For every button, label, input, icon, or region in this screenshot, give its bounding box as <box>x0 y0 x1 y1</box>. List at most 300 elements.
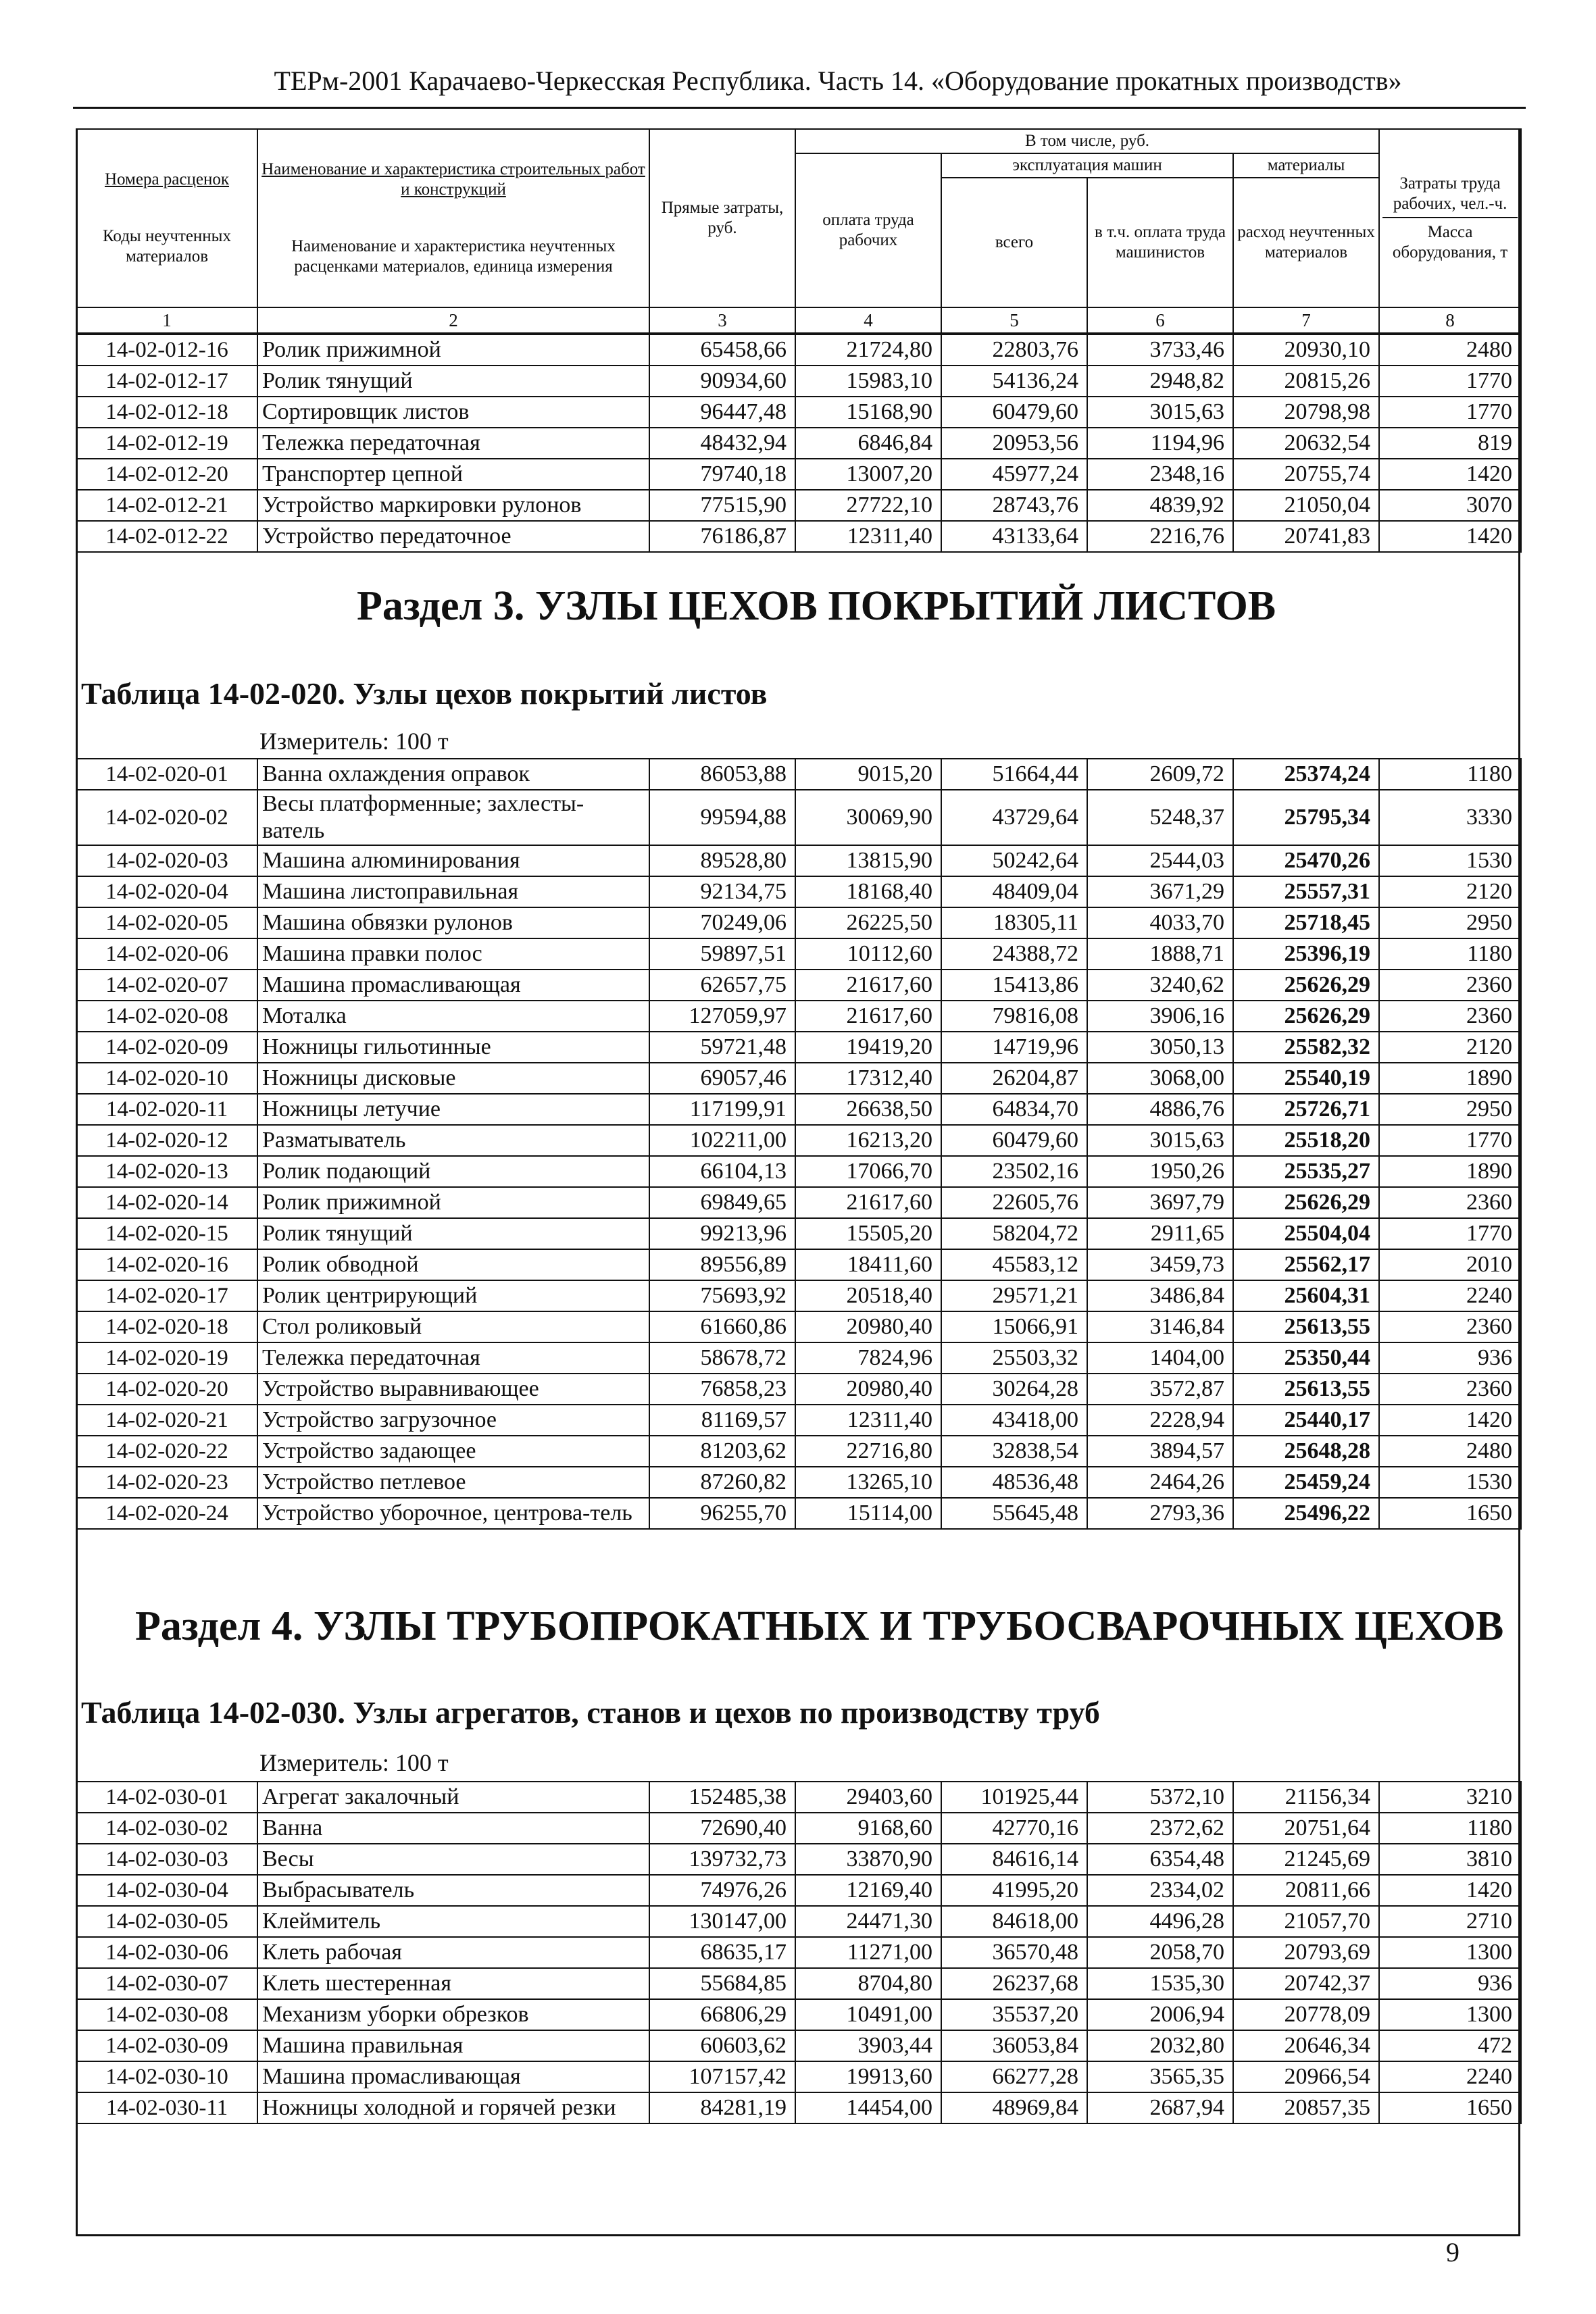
row-machines: 55645,48 <box>941 1498 1087 1529</box>
row-materials: 25718,45 <box>1233 907 1379 938</box>
row-labor: 2360 <box>1379 1374 1521 1405</box>
table-row <box>76 938 1521 970</box>
row-direct-cost: 152485,38 <box>649 1782 795 1813</box>
row-wages: 13815,90 <box>795 845 941 876</box>
row-materials: 25459,24 <box>1233 1467 1379 1498</box>
table-row <box>76 1813 1521 1844</box>
row-direct-cost: 58678,72 <box>649 1342 795 1374</box>
row-machines: 28743,76 <box>941 490 1087 521</box>
row-machines: 42770,16 <box>941 1813 1087 1844</box>
row-name: Ножницы дисковые <box>257 1063 649 1094</box>
col-name-bottom: Наименование и характеристика неучтенных расценками материалов, единица измерения <box>291 237 616 276</box>
col-number: 2 <box>257 307 649 333</box>
row-labor: 1420 <box>1379 1875 1521 1906</box>
col-mass-header: Масса оборудования, т <box>1392 223 1508 261</box>
row-labor: 3070 <box>1379 490 1521 521</box>
row-machine-wages: 2793,36 <box>1087 1498 1233 1529</box>
row-code: 14-02-020-03 <box>76 845 257 876</box>
row-direct-cost: 66104,13 <box>649 1156 795 1187</box>
row-name: Весы <box>257 1844 649 1875</box>
row-code: 14-02-012-16 <box>76 334 257 366</box>
row-machines: 26204,87 <box>941 1063 1087 1094</box>
row-materials: 20741,83 <box>1233 521 1379 552</box>
row-wages: 17066,70 <box>795 1156 941 1187</box>
row-machine-wages: 4839,92 <box>1087 490 1233 521</box>
table-row <box>76 2030 1521 2061</box>
unit-label-030: Измеритель: 100 т <box>259 1749 449 1776</box>
table-row <box>76 490 1521 521</box>
row-labor: 2360 <box>1379 1187 1521 1218</box>
row-machine-wages: 2334,02 <box>1087 1875 1233 1906</box>
row-materials: 25374,24 <box>1233 759 1379 790</box>
row-machines: 51664,44 <box>941 759 1087 790</box>
row-code: 14-02-020-04 <box>76 876 257 907</box>
row-materials: 25626,29 <box>1233 1001 1379 1032</box>
row-direct-cost: 86053,88 <box>649 759 795 790</box>
row-machines: 25503,32 <box>941 1342 1087 1374</box>
row-labor: 2360 <box>1379 1001 1521 1032</box>
row-machine-wages: 2948,82 <box>1087 366 1233 397</box>
row-machines: 22605,76 <box>941 1187 1087 1218</box>
row-materials: 20815,26 <box>1233 366 1379 397</box>
row-name: Машина листоправильная <box>257 876 649 907</box>
table-row <box>76 1906 1521 1937</box>
row-direct-cost: 65458,66 <box>649 334 795 366</box>
row-machine-wages: 3565,35 <box>1087 2061 1233 2092</box>
row-materials: 20930,10 <box>1233 334 1379 366</box>
row-wages: 24471,30 <box>795 1906 941 1937</box>
row-labor: 1180 <box>1379 759 1521 790</box>
row-code: 14-02-020-06 <box>76 938 257 970</box>
row-direct-cost: 69057,46 <box>649 1063 795 1094</box>
row-materials: 21057,70 <box>1233 1906 1379 1937</box>
row-machine-wages: 1950,26 <box>1087 1156 1233 1187</box>
row-wages: 3903,44 <box>795 2030 941 2061</box>
row-direct-cost: 62657,75 <box>649 970 795 1001</box>
row-code: 14-02-030-01 <box>76 1782 257 1813</box>
row-name: Тележка передаточная <box>257 428 649 459</box>
row-labor: 1180 <box>1379 938 1521 970</box>
row-machine-wages: 1194,96 <box>1087 428 1233 459</box>
row-wages: 15983,10 <box>795 366 941 397</box>
row-machine-wages: 2348,16 <box>1087 459 1233 490</box>
row-materials: 25496,22 <box>1233 1498 1379 1529</box>
data-table-14-02-012 <box>76 334 1522 553</box>
col-number: 3 <box>649 307 795 333</box>
row-name: Транспортер цепной <box>257 459 649 490</box>
row-code: 14-02-030-08 <box>76 1999 257 2030</box>
row-materials: 25626,29 <box>1233 970 1379 1001</box>
row-machine-wages: 2228,94 <box>1087 1405 1233 1436</box>
row-labor: 936 <box>1379 1342 1521 1374</box>
row-direct-cost: 76858,23 <box>649 1374 795 1405</box>
row-direct-cost: 66806,29 <box>649 1999 795 2030</box>
table-row <box>76 366 1521 397</box>
row-machine-wages: 2464,26 <box>1087 1467 1233 1498</box>
row-materials: 20966,54 <box>1233 2061 1379 2092</box>
row-code: 14-02-020-09 <box>76 1032 257 1063</box>
row-machine-wages: 4033,70 <box>1087 907 1233 938</box>
row-wages: 7824,96 <box>795 1342 941 1374</box>
row-labor: 1180 <box>1379 1813 1521 1844</box>
row-machine-wages: 3015,63 <box>1087 397 1233 428</box>
row-name: Разматыватель <box>257 1125 649 1156</box>
table-row <box>76 876 1521 907</box>
row-direct-cost: 79740,18 <box>649 459 795 490</box>
row-machine-wages: 2058,70 <box>1087 1937 1233 1968</box>
table-row <box>76 521 1521 552</box>
row-materials: 25557,31 <box>1233 876 1379 907</box>
table-row <box>76 1937 1521 1968</box>
row-direct-cost: 76186,87 <box>649 521 795 552</box>
row-direct-cost: 89556,89 <box>649 1249 795 1280</box>
row-machines: 66277,28 <box>941 2061 1087 2092</box>
row-code: 14-02-020-16 <box>76 1249 257 1280</box>
row-direct-cost: 55684,85 <box>649 1968 795 1999</box>
row-direct-cost: 59897,51 <box>649 938 795 970</box>
row-wages: 11271,00 <box>795 1937 941 1968</box>
table-row <box>76 2092 1521 2123</box>
row-direct-cost: 89528,80 <box>649 845 795 876</box>
row-code: 14-02-030-10 <box>76 2061 257 2092</box>
row-wages: 14454,00 <box>795 2092 941 2123</box>
row-direct-cost: 117199,91 <box>649 1094 795 1125</box>
row-wages: 20980,40 <box>795 1374 941 1405</box>
col-name-top: Наименование и характеристика строительных работ и конструкций <box>261 160 645 199</box>
row-machines: 48969,84 <box>941 2092 1087 2123</box>
row-wages: 16213,20 <box>795 1125 941 1156</box>
row-materials: 25795,34 <box>1233 790 1379 845</box>
row-name: Устройство выравнивающее <box>257 1374 649 1405</box>
row-wages: 18168,40 <box>795 876 941 907</box>
row-machines: 36053,84 <box>941 2030 1087 2061</box>
col-machines-wages-header: в т.ч. оплата труда машинистов <box>1087 178 1233 307</box>
row-code: 14-02-012-19 <box>76 428 257 459</box>
row-labor: 2010 <box>1379 1249 1521 1280</box>
row-machines: 101925,44 <box>941 1782 1087 1813</box>
row-name: Машина обвязки рулонов <box>257 907 649 938</box>
row-wages: 21617,60 <box>795 1187 941 1218</box>
row-code: 14-02-012-21 <box>76 490 257 521</box>
row-machines: 84618,00 <box>941 1906 1087 1937</box>
col-number: 6 <box>1087 307 1233 333</box>
table-row <box>76 1063 1521 1094</box>
col-code-bottom: Коды неучтенных материалов <box>103 227 231 266</box>
row-materials: 20646,34 <box>1233 2030 1379 2061</box>
row-machines: 43133,64 <box>941 521 1087 552</box>
row-name: Ножницы летучие <box>257 1094 649 1125</box>
row-machine-wages: 3068,00 <box>1087 1063 1233 1094</box>
row-code: 14-02-020-21 <box>76 1405 257 1436</box>
row-machines: 24388,72 <box>941 938 1087 970</box>
row-direct-cost: 75693,92 <box>649 1280 795 1311</box>
table-row <box>76 1436 1521 1467</box>
table-row <box>76 1311 1521 1342</box>
row-labor: 2480 <box>1379 1436 1521 1467</box>
row-code: 14-02-020-20 <box>76 1374 257 1405</box>
data-table-14-02-020 <box>76 758 1522 1530</box>
row-name: Моталка <box>257 1001 649 1032</box>
row-materials: 20742,37 <box>1233 1968 1379 1999</box>
data-table-14-02-030 <box>76 1781 1522 2124</box>
row-code: 14-02-030-07 <box>76 1968 257 1999</box>
col-number: 7 <box>1233 307 1379 333</box>
row-materials: 25604,31 <box>1233 1280 1379 1311</box>
row-name: Агрегат закалочный <box>257 1782 649 1813</box>
row-labor: 2360 <box>1379 1311 1521 1342</box>
row-code: 14-02-030-09 <box>76 2030 257 2061</box>
row-code: 14-02-020-01 <box>76 759 257 790</box>
section-4-title: Раздел 4. УЗЛЫ ТРУБОПРОКАТНЫХ И ТРУБОСВАРОЧНЫХ ЦЕХОВ <box>135 1603 1504 1649</box>
row-name: Ножницы гильотинные <box>257 1032 649 1063</box>
row-machine-wages: 2544,03 <box>1087 845 1233 876</box>
row-wages: 27722,10 <box>795 490 941 521</box>
row-code: 14-02-020-05 <box>76 907 257 938</box>
row-direct-cost: 59721,48 <box>649 1032 795 1063</box>
row-machines: 18305,11 <box>941 907 1087 938</box>
row-wages: 33870,90 <box>795 1844 941 1875</box>
row-code: 14-02-020-02 <box>76 790 257 845</box>
row-materials: 25626,29 <box>1233 1187 1379 1218</box>
row-direct-cost: 81169,57 <box>649 1405 795 1436</box>
row-materials: 25440,17 <box>1233 1405 1379 1436</box>
row-machine-wages: 3050,13 <box>1087 1032 1233 1063</box>
row-name: Весы платформенные; захлесты-ватель <box>257 790 649 845</box>
table-row <box>76 1001 1521 1032</box>
row-direct-cost: 127059,97 <box>649 1001 795 1032</box>
row-machine-wages: 4886,76 <box>1087 1094 1233 1125</box>
row-name: Устройство задающее <box>257 1436 649 1467</box>
row-materials: 25613,55 <box>1233 1311 1379 1342</box>
row-name: Клеймитель <box>257 1906 649 1937</box>
row-machine-wages: 3733,46 <box>1087 334 1233 366</box>
table-row <box>76 1094 1521 1125</box>
row-wages: 12169,40 <box>795 1875 941 1906</box>
table-row <box>76 1374 1521 1405</box>
row-direct-cost: 96255,70 <box>649 1498 795 1529</box>
row-materials: 25562,17 <box>1233 1249 1379 1280</box>
row-materials: 25535,27 <box>1233 1156 1379 1187</box>
row-direct-cost: 70249,06 <box>649 907 795 938</box>
row-labor: 472 <box>1379 2030 1521 2061</box>
row-materials: 20811,66 <box>1233 1875 1379 1906</box>
row-labor: 1890 <box>1379 1063 1521 1094</box>
row-wages: 8704,80 <box>795 1968 941 1999</box>
row-code: 14-02-012-20 <box>76 459 257 490</box>
row-name: Машина промасливающая <box>257 2061 649 2092</box>
row-labor: 2950 <box>1379 1094 1521 1125</box>
row-direct-cost: 102211,00 <box>649 1125 795 1156</box>
row-machines: 23502,16 <box>941 1156 1087 1187</box>
row-code: 14-02-012-17 <box>76 366 257 397</box>
row-machine-wages: 5248,37 <box>1087 790 1233 845</box>
row-labor: 1420 <box>1379 521 1521 552</box>
row-wages: 19913,60 <box>795 2061 941 2092</box>
row-direct-cost: 77515,90 <box>649 490 795 521</box>
row-materials: 21156,34 <box>1233 1782 1379 1813</box>
row-machines: 41995,20 <box>941 1875 1087 1906</box>
row-wages: 29403,60 <box>795 1782 941 1813</box>
row-code: 14-02-020-22 <box>76 1436 257 1467</box>
row-code: 14-02-020-18 <box>76 1311 257 1342</box>
table-row <box>76 2061 1521 2092</box>
col-code-top: Номера расценок <box>104 170 230 188</box>
row-direct-cost: 90934,60 <box>649 366 795 397</box>
row-wages: 21617,60 <box>795 970 941 1001</box>
row-code: 14-02-020-11 <box>76 1094 257 1125</box>
row-machine-wages: 2372,62 <box>1087 1813 1233 1844</box>
row-machine-wages: 3015,63 <box>1087 1125 1233 1156</box>
row-code: 14-02-012-18 <box>76 397 257 428</box>
row-materials: 25350,44 <box>1233 1342 1379 1374</box>
row-wages: 9168,60 <box>795 1813 941 1844</box>
col-machines-header: эксплуатация машин <box>941 153 1233 178</box>
row-machines: 50242,64 <box>941 845 1087 876</box>
row-code: 14-02-020-13 <box>76 1156 257 1187</box>
col-labor-header: Затраты труда рабочих, чел.-ч. <box>1382 174 1518 218</box>
row-machine-wages: 6354,48 <box>1087 1844 1233 1875</box>
row-name: Ванна <box>257 1813 649 1844</box>
row-wages: 21617,60 <box>795 1001 941 1032</box>
row-machine-wages: 3671,29 <box>1087 876 1233 907</box>
table-row <box>76 1782 1521 1813</box>
table-row <box>76 1467 1521 1498</box>
row-name: Ролик прижимной <box>257 1187 649 1218</box>
row-name: Клеть шестеренная <box>257 1968 649 1999</box>
row-direct-cost: 48432,94 <box>649 428 795 459</box>
row-direct-cost: 68635,17 <box>649 1937 795 1968</box>
row-name: Ролик центрирующий <box>257 1280 649 1311</box>
row-machine-wages: 3697,79 <box>1087 1187 1233 1218</box>
row-machine-wages: 2687,94 <box>1087 2092 1233 2123</box>
row-machine-wages: 3572,87 <box>1087 1374 1233 1405</box>
row-materials: 20755,74 <box>1233 459 1379 490</box>
row-direct-cost: 99594,88 <box>649 790 795 845</box>
row-code: 14-02-020-12 <box>76 1125 257 1156</box>
row-machines: 60479,60 <box>941 1125 1087 1156</box>
row-code: 14-02-020-07 <box>76 970 257 1001</box>
row-name: Ролик тянущий <box>257 1218 649 1249</box>
row-labor: 1770 <box>1379 397 1521 428</box>
row-machine-wages: 3459,73 <box>1087 1249 1233 1280</box>
row-materials: 25726,71 <box>1233 1094 1379 1125</box>
table-row <box>76 1405 1521 1436</box>
column-header-table <box>76 128 1522 334</box>
col-number: 8 <box>1379 307 1521 333</box>
row-direct-cost: 74976,26 <box>649 1875 795 1906</box>
row-labor: 3210 <box>1379 1782 1521 1813</box>
row-labor: 2480 <box>1379 334 1521 366</box>
row-labor: 1530 <box>1379 845 1521 876</box>
row-name: Ролик подающий <box>257 1156 649 1187</box>
row-materials: 25504,04 <box>1233 1218 1379 1249</box>
row-direct-cost: 69849,65 <box>649 1187 795 1218</box>
row-labor: 1420 <box>1379 459 1521 490</box>
row-name: Клеть рабочая <box>257 1937 649 1968</box>
table-row <box>76 845 1521 876</box>
table-row <box>76 1968 1521 1999</box>
row-machine-wages: 1404,00 <box>1087 1342 1233 1374</box>
row-machines: 54136,24 <box>941 366 1087 397</box>
row-machine-wages: 1888,71 <box>1087 938 1233 970</box>
row-name: Ролик тянущий <box>257 366 649 397</box>
table-row <box>76 1218 1521 1249</box>
row-code: 14-02-020-10 <box>76 1063 257 1094</box>
row-labor: 3810 <box>1379 1844 1521 1875</box>
row-direct-cost: 107157,42 <box>649 2061 795 2092</box>
table-row <box>76 970 1521 1001</box>
row-direct-cost: 139732,73 <box>649 1844 795 1875</box>
row-machine-wages: 5372,10 <box>1087 1782 1233 1813</box>
row-machine-wages: 3240,62 <box>1087 970 1233 1001</box>
row-machine-wages: 2609,72 <box>1087 759 1233 790</box>
row-labor: 2240 <box>1379 2061 1521 2092</box>
row-machines: 32838,54 <box>941 1436 1087 1467</box>
row-machines: 15066,91 <box>941 1311 1087 1342</box>
table-row <box>76 907 1521 938</box>
row-code: 14-02-020-23 <box>76 1467 257 1498</box>
col-materials-use-header: расход неучтенных материалов <box>1233 178 1379 307</box>
row-code: 14-02-020-15 <box>76 1218 257 1249</box>
row-name: Стол роликовый <box>257 1311 649 1342</box>
row-materials: 21050,04 <box>1233 490 1379 521</box>
row-direct-cost: 81203,62 <box>649 1436 795 1467</box>
row-name: Тележка передаточная <box>257 1342 649 1374</box>
row-name: Ролик прижимной <box>257 334 649 366</box>
row-name: Устройство маркировки рулонов <box>257 490 649 521</box>
row-wages: 17312,40 <box>795 1063 941 1094</box>
row-labor: 2710 <box>1379 1906 1521 1937</box>
row-machine-wages: 2216,76 <box>1087 521 1233 552</box>
row-materials: 21245,69 <box>1233 1844 1379 1875</box>
row-name: Устройство уборочное, центрова-тель <box>257 1498 649 1529</box>
row-labor: 2120 <box>1379 876 1521 907</box>
row-machine-wages: 3894,57 <box>1087 1436 1233 1467</box>
table-row <box>76 1187 1521 1218</box>
row-machines: 84616,14 <box>941 1844 1087 1875</box>
row-labor: 819 <box>1379 428 1521 459</box>
col-code-header <box>76 129 257 307</box>
row-wages: 15168,90 <box>795 397 941 428</box>
row-machines: 20953,56 <box>941 428 1087 459</box>
row-materials: 20793,69 <box>1233 1937 1379 1968</box>
col-direct-header: Прямые затраты, руб. <box>649 129 795 307</box>
row-labor: 1770 <box>1379 366 1521 397</box>
row-materials: 25613,55 <box>1233 1374 1379 1405</box>
row-machines: 79816,08 <box>941 1001 1087 1032</box>
row-machines: 58204,72 <box>941 1218 1087 1249</box>
row-direct-cost: 96447,48 <box>649 397 795 428</box>
row-machines: 48409,04 <box>941 876 1087 907</box>
row-wages: 12311,40 <box>795 521 941 552</box>
row-machines: 43418,00 <box>941 1405 1087 1436</box>
row-code: 14-02-030-11 <box>76 2092 257 2123</box>
row-wages: 20518,40 <box>795 1280 941 1311</box>
row-wages: 26638,50 <box>795 1094 941 1125</box>
table-row <box>76 1875 1521 1906</box>
row-name: Ванна охлаждения оправок <box>257 759 649 790</box>
table-row <box>76 1125 1521 1156</box>
table-row <box>76 397 1521 428</box>
row-materials: 20857,35 <box>1233 2092 1379 2123</box>
col-number: 4 <box>795 307 941 333</box>
row-name: Механизм уборки обрезков <box>257 1999 649 2030</box>
row-direct-cost: 87260,82 <box>649 1467 795 1498</box>
row-labor: 1650 <box>1379 1498 1521 1529</box>
col-name-header <box>257 129 649 307</box>
row-labor: 936 <box>1379 1968 1521 1999</box>
row-name: Устройство петлевое <box>257 1467 649 1498</box>
